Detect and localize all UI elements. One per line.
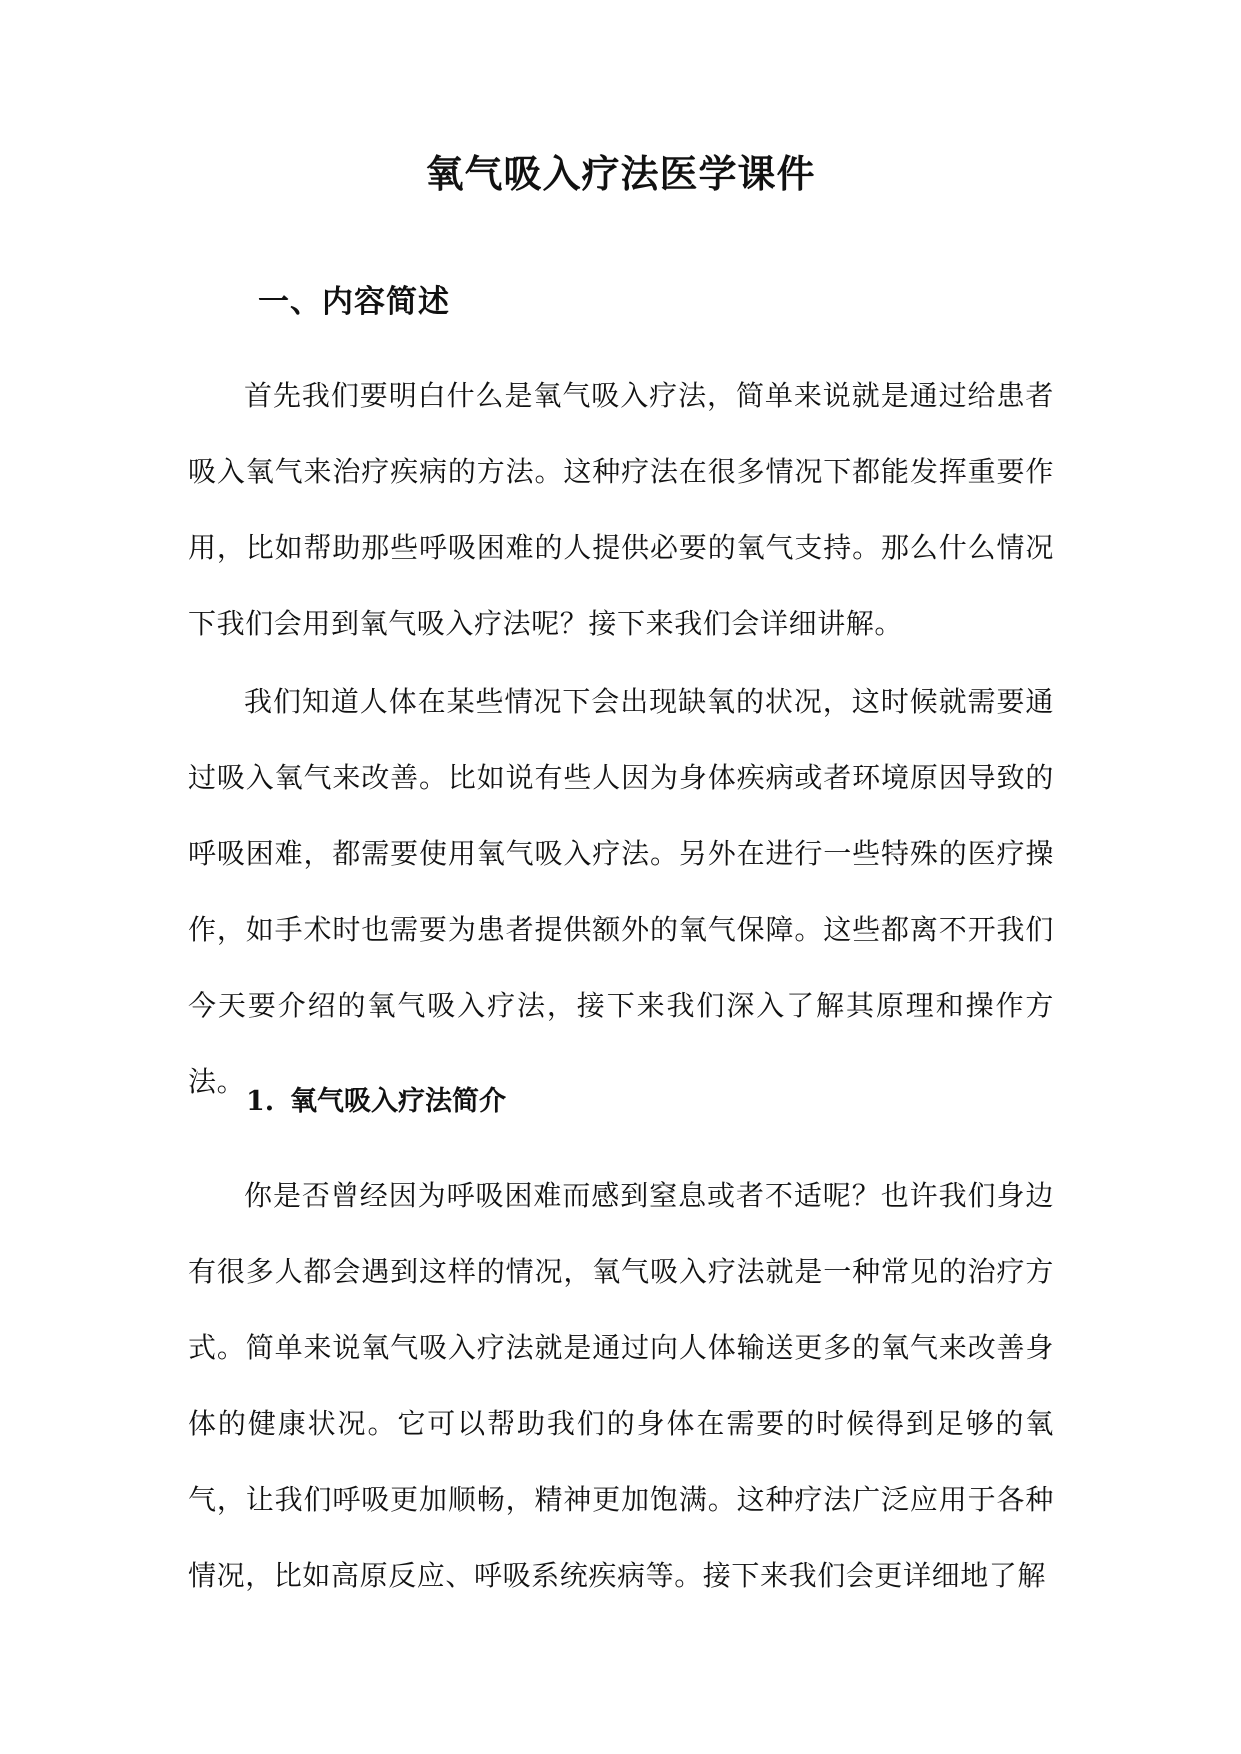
subsection-heading xyxy=(246,1082,506,1122)
body-paragraph: 我们知道人体在某些情况下会出现缺氧的状况，这时候就需要通过吸入氧气来改善。比如说有些人因为身体疾病或者环境原因导致的呼吸困难，都需要使用氧气吸入疗法。另外在进行一些特殊的医疗操作，如手术时也需要为患者提供额外的氧气保障。这些都离不开我们今天要介绍的氧气吸入疗法，接下来我们深入了解其原理和操作方法。 xyxy=(188,685,1054,1098)
subsection-title: 氧气吸入疗法简介 xyxy=(290,1086,506,1117)
body-paragraph: 首先我们要明白什么是氧气吸入疗法，简单来说就是通过给患者吸入氧气来治疗疾病的方法。这种疗法在很多情况下都能发挥重要作用，比如帮助那些呼吸困难的人提供必要的氧气支持。那么什么情况下我们会用到氧气吸入疗法呢？接下来我们会详细讲解。 xyxy=(188,379,1054,640)
body-paragraph: 你是否曾经因为呼吸困难而感到窒息或者不适呢？也许我们身边有很多人都会遇到这样的情况，氧气吸入疗法就是一种常见的治疗方式。简单来说氧气吸入疗法就是通过向人体输送更多的氧气来改善身体的健康状况。它可以帮助我们的身体在需要的时候得到足够的氧气，让我们呼吸更加顺畅，精神更加饱满。这种疗法广泛应用于各种情况，比如高原反应、呼吸系统疾病等。接下来我们会更详细地了解 xyxy=(188,1179,1054,1592)
document-title: 氧气吸入疗法医学课件 xyxy=(425,151,816,196)
subsection-number: 1. xyxy=(246,1086,275,1117)
section-heading: 一、内容简述 xyxy=(258,284,450,320)
